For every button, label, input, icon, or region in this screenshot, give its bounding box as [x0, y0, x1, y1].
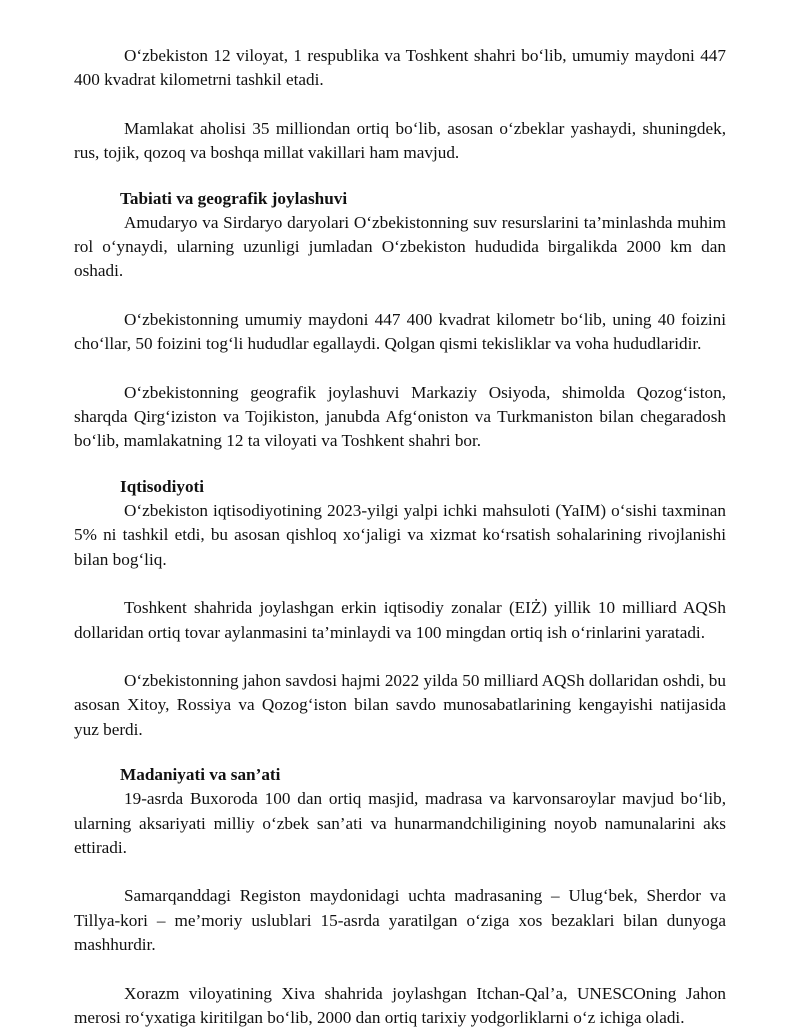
culture-paragraph-2: Samarqanddagi Registon maydonidagi uchta madrasaning – Ulug‘bek, Sherdor va Tillya-kori – me’moriy uslublari 15-asrda yaratilgan o‘ziga xos bezaklari bilan dunyoga mashhurdir. [74, 886, 726, 955]
nature-paragraph-2: O‘zbekistonning umumiy maydoni 447 400 kvadrat kilometr bo‘lib, uning 40 foizini cho‘llar, 50 foizini tog‘li hududlar egallaydi. Qolgan qismi tekisliklar va voha hududlaridir. [74, 309, 726, 354]
nature-paragraph-3: O‘zbekistonning geografik joylashuvi Markaziy Osiyoda, shimolda Qozog‘iston, sharqda Qirg‘iziston va Tojikiston, janubda Afg‘oniston va Turkmaniston bilan chegaradosh bo‘lib, mamlakatning 12 ta viloyati va Toshkent shahri bor. [74, 382, 726, 451]
economy-paragraph-1: O‘zbekiston iqtisodiyotining 2023-yilgi yalpi ichki mahsuloti (YaIM) o‘sishi taxminan 5% ni tashkil etdi, bu asosan qishloq xo‘jaligi va xizmat ko‘rsatish sohalarining rivojlanishi bilan bog‘liq. [74, 500, 726, 569]
nature-paragraph-1: Amudaryo va Sirdaryo daryolari O‘zbekistonning suv resurslarini ta’minlashda muhim rol o‘ynaydi, ularning uzunligi jumladan O‘zbekiston hududida birgalikda 2000 km dan oshadi. [74, 212, 726, 281]
section-heading-economy: Iqtisodiyoti [120, 476, 205, 496]
section-heading-nature: Tabiati va geografik joylashuvi [120, 188, 348, 208]
culture-paragraph-3: Xorazm viloyatining Xiva shahrida joylashgan Itchan-Qal’a, UNESCOning Jahon merosi ro‘yxatiga kiritilgan bo‘lib, 2000 dan ortiq tarixiy yodgorliklarni o‘z ichiga oladi. [74, 983, 726, 1027]
intro-paragraph-1: O‘zbekiston 12 viloyat, 1 respublika va Toshkent shahri bo‘lib, umumiy maydoni 447 400 kvadrat kilometrni tashkil etadi. [74, 46, 726, 90]
intro-paragraph-2: Mamlakat aholisi 35 milliondan ortiq bo‘lib, asosan o‘zbeklar yashaydi, shuningdek, rus, tojik, qozoq va boshqa millat vakillari ham mavjud. [74, 118, 726, 163]
culture-paragraph-1: 19-asrda Buxoroda 100 dan ortiq masjid, madrasa va karvonsaroylar mavjud bo‘lib, ularning aksariyati milliy o‘zbek san’ati va hunarmandchiligining noyob namunalarini aks ettiradi. [74, 789, 726, 857]
economy-paragraph-2: Toshkent shahrida joylashgan erkin iqtisodiy zonalar (EIŻ) yillik 10 milliard AQSh dollaridan ortiq tovar aylanmasini ta’minlaydi va 100 mingdan ortiq ish o‘rinlarini yaratadi. [74, 598, 726, 642]
document-page [74, 44, 726, 1030]
economy-paragraph-3: O‘zbekistonning jahon savdosi hajmi 2022 yilda 50 milliard AQSh dollaridan oshdi, bu asosan Xitoy, Rossiya va Qozog‘iston bilan savdo munosabatlarining kengayishi natijasida yuz berdi. [74, 670, 726, 739]
section-heading-culture: Madaniyati va san’ati [120, 765, 281, 785]
